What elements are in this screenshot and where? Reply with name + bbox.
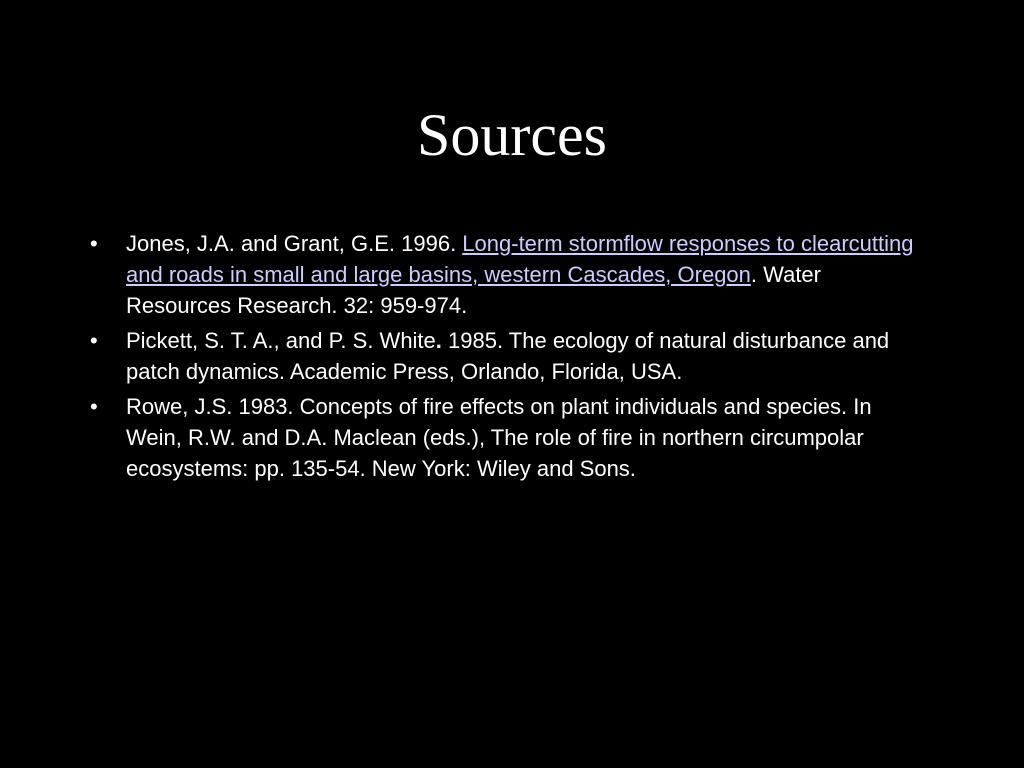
reference-text: Rowe, J.S. 1983. Concepts of fire effects on plant individuals and species. In Wein, R.W. and D.A. Maclean (eds.), The role of fire in northern circumpolar ecosystems: pp. 135-54. New York: Wiley and Sons. <box>126 394 872 481</box>
list-item <box>90 391 920 484</box>
list-item <box>90 325 920 387</box>
reference-text: . Water Resources Research. 32: 959-974. <box>126 262 821 318</box>
references-list <box>90 228 920 488</box>
bullet-icon: • <box>90 328 98 353</box>
bullet-icon: • <box>90 231 98 256</box>
reference-text: Jones, J.A. and Grant, G.E. 1996. <box>126 231 463 256</box>
list-item <box>90 228 920 321</box>
reference-text: Pickett, S. T. A., and P. S. White <box>126 328 436 353</box>
reference-text: . <box>435 328 442 353</box>
bullet-icon: • <box>90 394 98 419</box>
slide-title: Sources <box>417 102 607 168</box>
reference-link[interactable]: Long-term stormflow responses to clearcutting and roads in small and large basins, western Cascades, Oregon <box>126 231 914 287</box>
reference-text: 1985. The ecology of natural disturbance and patch dynamics. Academic Press, Orlando, Florida, USA. <box>126 328 890 384</box>
